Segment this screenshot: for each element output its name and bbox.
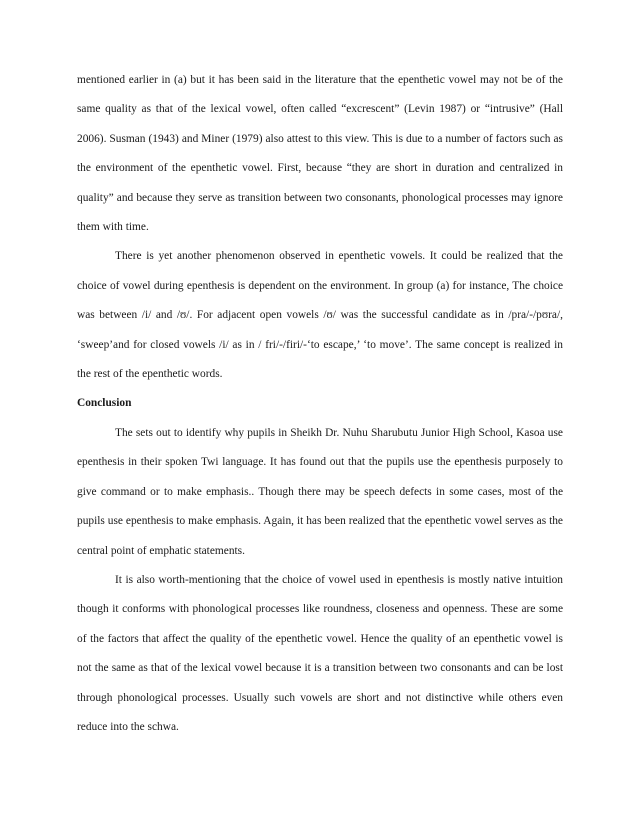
body-text bbox=[77, 66, 563, 742]
paragraph-vowel-choice: There is yet another phenomenon observed in epenthetic vowels. It could be realized that the choice of vowel during epenthesis is dependent on the environment. In group (a) for instance, The choice was between /i/ and /ʊ/. For adjacent open vowels /ʊ/ was the successful candidate as in /pra/-/pʊra/, ‘sweep’and for closed vowels /i/ as in / fri/-/firi/-‘to escape,’ ‘to move’. The same concept is realized in the rest of the epenthetic words. bbox=[77, 250, 563, 381]
paragraph-epenthetic-quality: mentioned earlier in (a) but it has been said in the literature that the epenthetic vowel may not be of the same quality as that of the lexical vowel, often called “excrescent” (Levin 1987) or “intrusive” (Hall 2006). Susman (1943) and Miner (1979) also attest to this view. This is due to a number of factors such as the environment of the epenthetic vowel. First, because “they are short in duration and centralized in quality” and because they serve as transition between two consonants, phonological processes may ignore them with time. bbox=[77, 74, 563, 234]
section-heading-conclusion: Conclusion bbox=[77, 397, 132, 410]
paragraph-conclusion-findings: The sets out to identify why pupils in Sheikh Dr. Nuhu Sharubutu Junior High School, Kasoa use epenthesis in their spoken Twi language. It has found out that the pupils use the epenthesis purposely to give command or to make emphasis.. Though there may be speech defects in some cases, most of the pupils use epenthesis to make emphasis. Again, it has been realized that the epenthetic vowel serves as the central point of emphatic statements. bbox=[77, 426, 563, 557]
paragraph-conclusion-vowel-choice: It is also worth-mentioning that the choice of vowel used in epenthesis is mostly native intuition though it conforms with phonological processes like roundness, closeness and openness. These are some of the factors that affect the quality of the epenthetic vowel. Hence the quality of an epenthetic vowel is not the same as that of the lexical vowel because it is a transition between two consonants and can be lost through phonological processes. Usually such vowels are short and not distinctive while others even reduce into the schwa. bbox=[77, 573, 563, 733]
